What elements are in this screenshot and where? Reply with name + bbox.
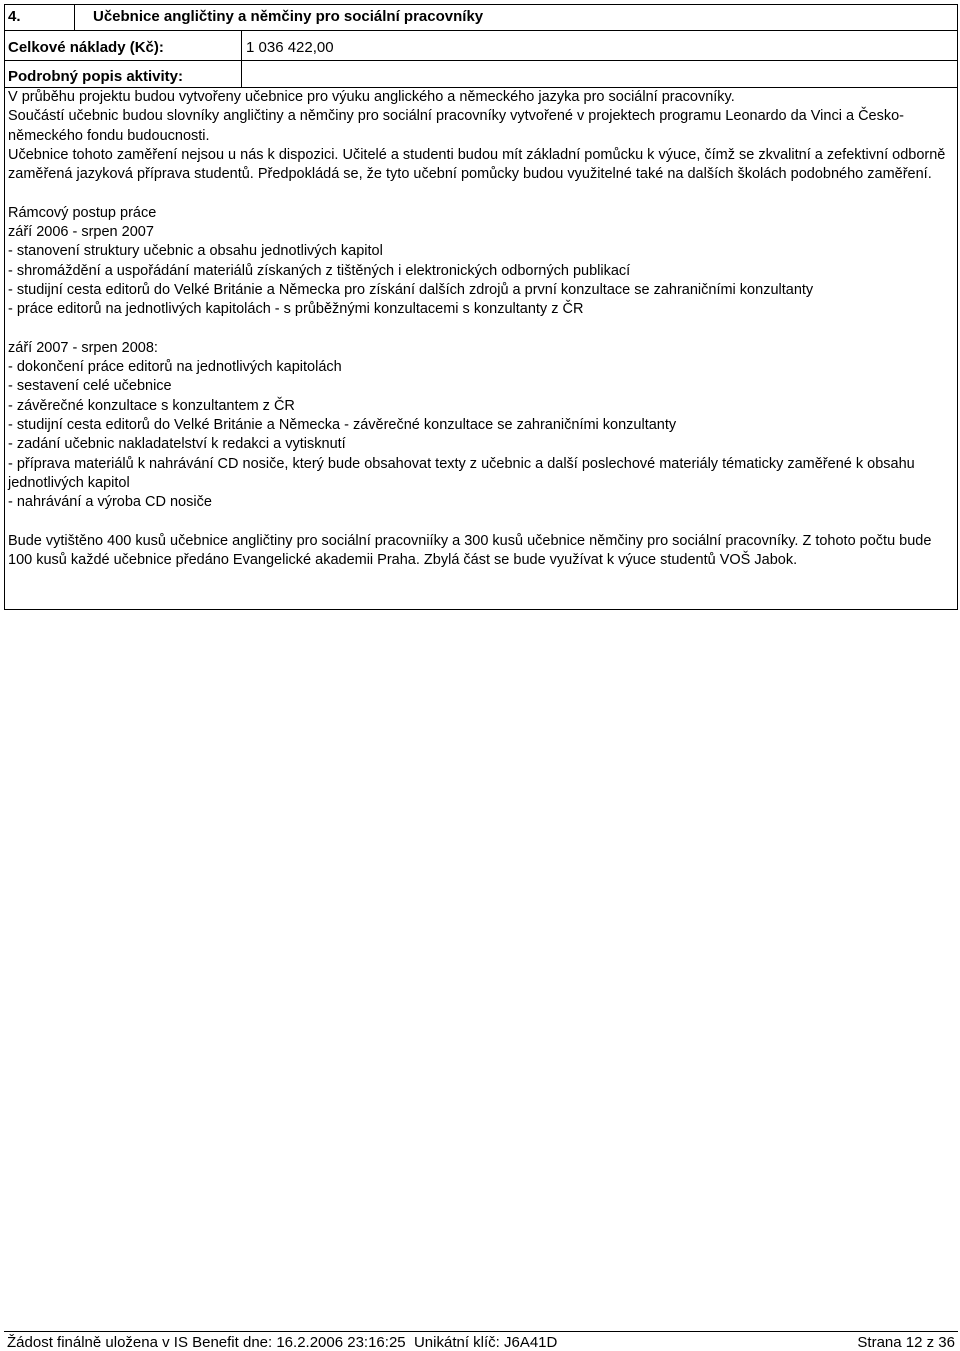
spacer: [8, 320, 954, 339]
cost-row: [5, 31, 957, 61]
phase2-item: - studijní cesta editorů do Velké Británie a Německa - závěrečné konzultace se zahraničními konzultanty: [8, 417, 677, 434]
activity-header-row: [5, 5, 957, 31]
footer-page-number: Strana 12 z 36: [857, 1334, 955, 1351]
spacer: [8, 184, 954, 203]
phase1-item: - práce editorů na jednotlivých kapitolách - s průběžnými konzultacemi s konzultanty z ČR: [8, 301, 584, 318]
description-value-cell: [242, 61, 957, 87]
phase2-item: - nahrávání a výroba CD nosiče: [8, 494, 212, 511]
phase1-item: - stanovení struktury učebnic a obsahu jednotlivých kapitol: [8, 243, 383, 260]
description-body: [8, 88, 954, 570]
footer-divider: [4, 1331, 958, 1332]
phase1-period: září 2006 - srpen 2007: [8, 224, 154, 241]
intro-paragraph: V průběhu projektu budou vytvořeny učebnice pro výuku anglického a německého jazyka pro sociální pracovníky.: [8, 89, 735, 105]
activity-title: Učebnice angličtiny a němčiny pro sociální pracovníky: [93, 8, 484, 25]
spacer: [8, 513, 954, 532]
phase2-item: - zadání učebnic nakladatelství k redakci a vytisknutí: [8, 436, 346, 453]
intro-paragraph: Učebnice tohoto zaměření nejsou u nás k dispozici. Učitelé a studenti budou mít základní pomůcku k výuce, čímž se zkvalitní a zefektivní odborně zaměřená jazyková příprava studentů. Předpokládá se, že tyto učební pomůcky budou využitelné také na dalších školách podobného zaměření.: [8, 146, 950, 183]
footer-submission-info: Žádost finálně uložena v IS Benefit dne: 16.2.2006 23:16:25 Unikátní klíč: J6A41D: [7, 1334, 558, 1351]
activity-table: [4, 4, 958, 610]
intro-paragraph: Součástí učebnic budou slovníky angličtiny a němčiny pro sociální pracovníky vytvořené v projektech programu Leonardo da Vinci a Česko-německého fondu budoucnosti.: [8, 108, 904, 144]
phase1-item: - studijní cesta editorů do Velké Británie a Německa pro získání dalších zdrojů a první konzultace se zahraničními konzultanty: [8, 281, 814, 298]
phase2-item: - dokončení práce editorů na jednotlivých kapitolách: [8, 359, 342, 376]
phase2-item: - sestavení celé učebnice: [8, 378, 172, 395]
phase2-item: - příprava materiálů k nahrávání CD nosiče, který bude obsahovat texty z učebnic a další poslechové materiály tématicky zaměřené k obsahu jednotlivých kapitol: [8, 455, 919, 491]
description-label: Podrobný popis aktivity:: [5, 61, 242, 87]
framework-title: Rámcový postup práce: [8, 204, 157, 221]
cost-label: Celkové náklady (Kč):: [5, 31, 242, 60]
phase2-period: září 2007 - srpen 2008:: [8, 339, 158, 356]
closing-paragraph: Bude vytištěno 400 kusů učebnice angličtiny pro sociální pracovniíky a 300 kusů učebnice němčiny pro sociální pracovníky. Z tohoto počtu bude 100 kusů každé učebnice předáno Evangelické akademii Praha. Zbylá část se bude využívat k výuce studentů VOŠ Jabok.: [8, 532, 936, 569]
phase1-item: - shromáždění a uspořádání materiálů získaných z tištěných i elektronických odborných publikací: [8, 262, 631, 279]
activity-number: 4.: [5, 5, 75, 30]
phase2-item: - závěrečné konzultace s konzultantem z ČR: [8, 397, 295, 414]
description-row: [5, 61, 957, 88]
cost-value: 1 036 422,00: [246, 39, 334, 56]
